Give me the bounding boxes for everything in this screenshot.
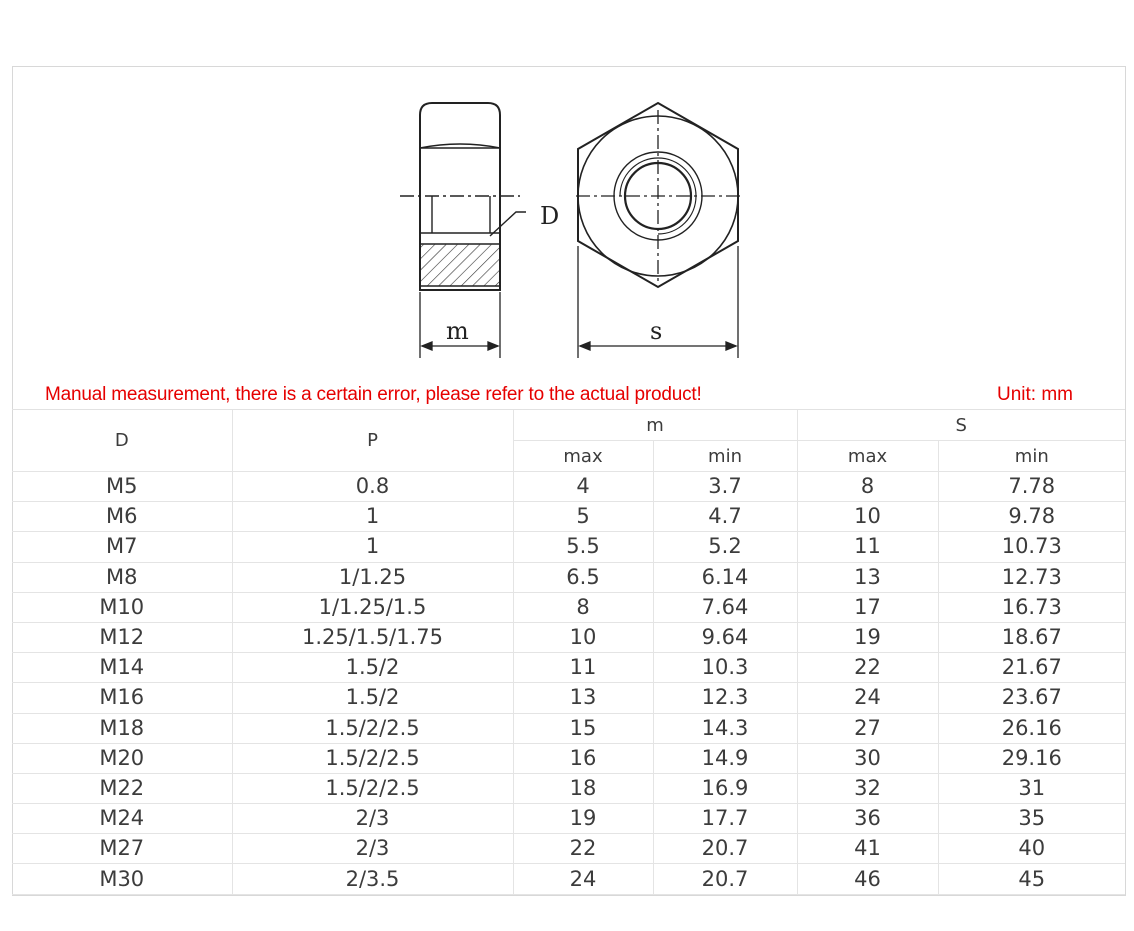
cell-m-max: 15: [513, 713, 653, 743]
table-row: [12, 592, 1125, 622]
hex-nut-drawing: [390, 96, 750, 364]
table-row: [12, 804, 1125, 834]
col-header-s-min: min: [938, 441, 1125, 472]
table-row: [12, 713, 1125, 743]
cell-p: 1.5/2/2.5: [232, 773, 513, 803]
cell-m-max: 19: [513, 804, 653, 834]
cell-s-min: 45: [938, 864, 1125, 894]
cell-m-max: 10: [513, 622, 653, 652]
cell-p: 1: [232, 532, 513, 562]
cell-p: 2/3: [232, 804, 513, 834]
cell-p: 1.5/2/2.5: [232, 713, 513, 743]
cell-s-min: 26.16: [938, 713, 1125, 743]
nut-spec-table: [12, 410, 1125, 895]
cell-m-max: 8: [513, 592, 653, 622]
table-row: [12, 502, 1125, 532]
cell-d: M14: [12, 653, 232, 683]
cell-d: M27: [12, 834, 232, 864]
cell-m-min: 4.7: [653, 502, 797, 532]
table-row: [12, 532, 1125, 562]
cell-s-max: 24: [797, 683, 938, 713]
cell-p: 1.25/1.5/1.75: [232, 622, 513, 652]
table-row: [12, 743, 1125, 773]
label-m: m: [446, 317, 469, 345]
cell-s-min: 35: [938, 804, 1125, 834]
cell-s-min: 18.67: [938, 622, 1125, 652]
cell-s-min: 9.78: [938, 502, 1125, 532]
cell-m-max: 4: [513, 472, 653, 502]
cell-s-max: 13: [797, 562, 938, 592]
cell-m-min: 10.3: [653, 653, 797, 683]
table-row: [12, 653, 1125, 683]
cell-s-min: 29.16: [938, 743, 1125, 773]
cell-m-max: 16: [513, 743, 653, 773]
table-row: [12, 864, 1125, 894]
cell-m-min: 7.64: [653, 592, 797, 622]
cell-s-max: 32: [797, 773, 938, 803]
cell-s-max: 46: [797, 864, 938, 894]
cell-m-min: 20.7: [653, 864, 797, 894]
col-header-s: S: [797, 410, 1125, 441]
cell-m-max: 5: [513, 502, 653, 532]
cell-m-max: 24: [513, 864, 653, 894]
cell-s-max: 36: [797, 804, 938, 834]
cell-d: M5: [12, 472, 232, 502]
cell-s-max: 19: [797, 622, 938, 652]
cell-p: 1.5/2: [232, 683, 513, 713]
cell-p: 1.5/2: [232, 653, 513, 683]
cell-p: 0.8: [232, 472, 513, 502]
cell-d: M20: [12, 743, 232, 773]
cell-d: M6: [12, 502, 232, 532]
cell-p: 1/1.25/1.5: [232, 592, 513, 622]
cell-m-max: 18: [513, 773, 653, 803]
col-header-d: D: [12, 410, 232, 472]
table-header-row: [12, 410, 1125, 441]
cell-p: 1.5/2/2.5: [232, 743, 513, 773]
cell-s-min: 23.67: [938, 683, 1125, 713]
col-header-m-min: min: [653, 441, 797, 472]
cell-m-max: 5.5: [513, 532, 653, 562]
cell-p: 2/3: [232, 834, 513, 864]
table-body: [12, 472, 1125, 895]
cell-d: M24: [12, 804, 232, 834]
label-s: s: [650, 317, 663, 345]
table-row: [12, 622, 1125, 652]
cell-m-max: 22: [513, 834, 653, 864]
cell-s-max: 11: [797, 532, 938, 562]
col-header-s-max: max: [797, 441, 938, 472]
unit-label: Unit: mm: [997, 384, 1073, 405]
table-row: [12, 834, 1125, 864]
cell-d: M30: [12, 864, 232, 894]
cell-m-max: 6.5: [513, 562, 653, 592]
cell-m-max: 11: [513, 653, 653, 683]
cell-p: 2/3.5: [232, 864, 513, 894]
label-d: D: [540, 202, 560, 230]
cell-m-min: 20.7: [653, 834, 797, 864]
cell-d: M16: [12, 683, 232, 713]
cell-s-min: 40: [938, 834, 1125, 864]
cell-d: M7: [12, 532, 232, 562]
cell-m-min: 12.3: [653, 683, 797, 713]
col-header-m-max: max: [513, 441, 653, 472]
cell-m-min: 3.7: [653, 472, 797, 502]
cell-s-max: 27: [797, 713, 938, 743]
cell-s-max: 30: [797, 743, 938, 773]
cell-m-min: 6.14: [653, 562, 797, 592]
cell-m-min: 14.3: [653, 713, 797, 743]
cell-m-min: 5.2: [653, 532, 797, 562]
cell-d: M8: [12, 562, 232, 592]
cell-s-min: 16.73: [938, 592, 1125, 622]
cell-d: M12: [12, 622, 232, 652]
cell-m-min: 16.9: [653, 773, 797, 803]
cell-d: M22: [12, 773, 232, 803]
cell-s-max: 22: [797, 653, 938, 683]
table-row: [12, 683, 1125, 713]
cell-s-max: 8: [797, 472, 938, 502]
cell-m-min: 17.7: [653, 804, 797, 834]
cell-m-min: 14.9: [653, 743, 797, 773]
cell-s-min: 10.73: [938, 532, 1125, 562]
measurement-note: Manual measurement, there is a certain error, please refer to the actual product!: [45, 384, 702, 405]
cell-s-min: 31: [938, 773, 1125, 803]
col-header-m: m: [513, 410, 797, 441]
table-row: [12, 562, 1125, 592]
cell-m-min: 9.64: [653, 622, 797, 652]
cell-d: M10: [12, 592, 232, 622]
cell-s-max: 17: [797, 592, 938, 622]
cell-d: M18: [12, 713, 232, 743]
col-header-p: P: [232, 410, 513, 472]
cell-m-max: 13: [513, 683, 653, 713]
cell-p: 1/1.25: [232, 562, 513, 592]
cell-p: 1: [232, 502, 513, 532]
table-row: [12, 472, 1125, 502]
cell-s-min: 21.67: [938, 653, 1125, 683]
cell-s-min: 12.73: [938, 562, 1125, 592]
cell-s-max: 10: [797, 502, 938, 532]
cell-s-min: 7.78: [938, 472, 1125, 502]
cell-s-max: 41: [797, 834, 938, 864]
table-row: [12, 773, 1125, 803]
